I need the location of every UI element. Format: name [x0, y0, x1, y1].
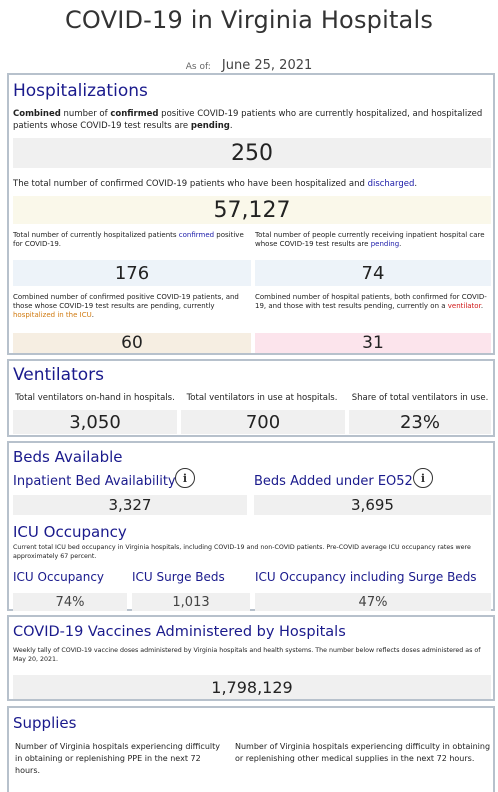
confirmed-desc: Total number of currently hospitalized patients confirmed positive for COVID-19. — [13, 231, 244, 248]
current-hospitalized-desc: Combined number of confirmed positive COVID-19 patients who are currently hospitalized, and hospitalized patients whose COVID-19 test results are pending. — [13, 109, 483, 131]
icu-occupancy-title: ICU Occupancy — [13, 523, 127, 541]
icu-surge-value: 1,013 — [132, 593, 250, 611]
vaccines-panel — [7, 615, 495, 701]
ventilators-panel — [7, 359, 495, 437]
hospitalizations-title: Hospitalizations — [13, 81, 148, 101]
beds-title: Beds Available — [13, 448, 123, 466]
icu-value: 60 — [13, 333, 251, 353]
vent-in-use-value: 700 — [181, 410, 345, 434]
discharged-value: 57,127 — [13, 196, 491, 224]
icu-surge-label: ICU Surge Beds — [132, 570, 225, 584]
as-of-label: As of: — [185, 62, 211, 72]
discharged-desc: The total number of confirmed COVID-19 patients who have been hospitalized and discharged. — [13, 179, 418, 189]
icu-occupancy-desc: Current total ICU bed occupancy in Virginia hospitals, including COVID-19 and non-COVID patients. Pre-COVID average ICU occupancy rates were approximately 67 percent. — [13, 544, 471, 560]
icu-surge-occupancy-label: ICU Occupancy including Surge Beds — [255, 570, 477, 584]
eo52-value: 3,695 — [254, 495, 491, 515]
ventilator-value: 31 — [255, 333, 491, 353]
info-icon[interactable]: i — [175, 468, 195, 488]
icu-surge-occupancy-value: 47% — [255, 593, 491, 611]
vent-share-label: Share of total ventilators in use. — [351, 393, 489, 403]
vaccines-desc: Weekly tally of COVID-19 vaccine doses administered by Virginia hospitals and health systems. The number below reflects doses administered as of May 20, 2021. — [13, 647, 481, 663]
page-title: COVID-19 in Virginia Hospitals — [64, 6, 434, 34]
confirmed-value: 176 — [13, 260, 251, 286]
current-hospitalized-value: 250 — [13, 138, 491, 168]
eo52-label: Beds Added under EO52 — [254, 474, 413, 489]
other-supplies-desc: Number of Virginia hospitals experiencing difficulty in obtaining or replenishing other medical supplies in the next 72 hours. — [235, 742, 491, 763]
ppe-desc: Number of Virginia hospitals experiencing difficulty in obtaining or replenishing PPE in the next 72 hours. — [15, 742, 220, 775]
vaccines-value: 1,798,129 — [13, 675, 491, 699]
vent-on-hand-label: Total ventilators on-hand in hospitals. — [15, 393, 175, 403]
supplies-panel — [7, 706, 495, 792]
beds-panel — [7, 441, 495, 611]
inpatient-value: 3,327 — [13, 495, 247, 515]
vent-on-hand-value: 3,050 — [13, 410, 177, 434]
inpatient-label: Inpatient Bed Availability — [13, 474, 176, 489]
ventilators-title: Ventilators — [13, 365, 104, 385]
as-of-date: June 25, 2021 — [221, 58, 313, 73]
supplies-title: Supplies — [13, 714, 77, 732]
vent-share-value: 23% — [349, 410, 491, 434]
icu-occupancy-value: 74% — [13, 593, 127, 611]
hospitalizations-panel — [7, 73, 495, 355]
ventilator-desc: Combined number of hospital patients, both confirmed for COVID-19, and those with test results pending, currently on a ventilator. — [255, 293, 487, 310]
vent-in-use-label: Total ventilators in use at hospitals. — [186, 393, 338, 403]
pending-desc: Total number of people currently receiving inpatient hospital care whose COVID-19 test results are pending. — [255, 231, 485, 248]
vaccines-title: COVID-19 Vaccines Administered by Hospitals — [13, 624, 346, 640]
info-icon[interactable]: i — [413, 468, 433, 488]
pending-value: 74 — [255, 260, 491, 286]
icu-desc: Combined number of confirmed positive COVID-19 patients, and those whose COVID-19 test results are pending, currently hospitalized in the ICU. — [13, 293, 239, 319]
as-of — [0, 54, 498, 73]
icu-occupancy-label: ICU Occupancy — [13, 570, 105, 584]
